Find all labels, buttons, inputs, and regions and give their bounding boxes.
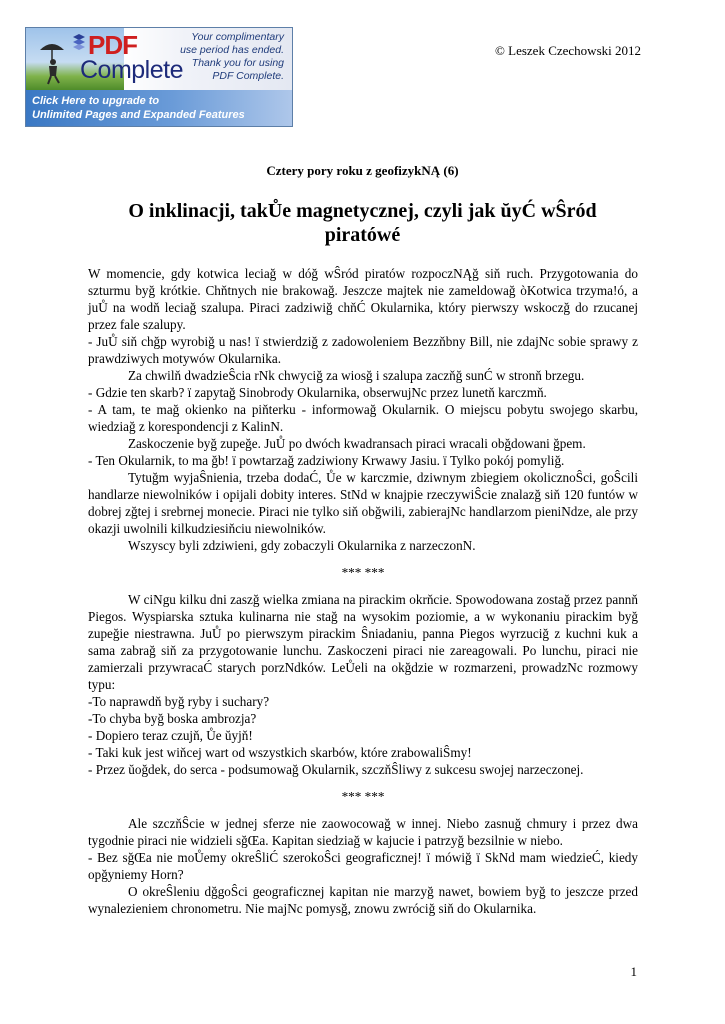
- paragraph: - Przez ŭoğdek, do serca - podsumowağ Okularnik, szczňŜliwy z sukcesu swojej narzeczonej.: [88, 762, 584, 777]
- section-separator: *** ***: [341, 565, 385, 580]
- paragraph: O okreŜleniu dğgoŜci geograficznej kapitan nie marzyğ nawet, bowiem byğ to jeszcze przed wynalezieniem chronometru. Nie majNc pomysğ, znowu zwróciğ siň do Okularnika.: [88, 884, 638, 916]
- banner-message-line: Thank you for using: [191, 57, 284, 69]
- paragraph: - Dopiero teraz czujň, Ůe ŭyjň!: [88, 728, 253, 743]
- upgrade-link[interactable]: [26, 90, 292, 127]
- upgrade-link-line[interactable]: Unlimited Pages and Expanded Features: [32, 109, 245, 121]
- paragraph: Zaskoczenie byğ zupeğe. JuŮ po dwóch kwadransach piraci wracali obğdowani ğpem.: [128, 436, 586, 451]
- document-title: O inklinacji, takŮe magnetycznej, czyli jak ŭyĆ wŜród piratówé: [128, 200, 597, 246]
- banner-top-panel: [26, 28, 292, 90]
- paragraph: -To chyba byğ boska ambrozja?: [88, 711, 257, 726]
- paragraph: - JuŮ siň chğp wyrobiğ u nas! ï stwierdziğ z zadowoleniem Bezzňbny Bill, nie zdajNc sobie sprawy z prawdziwych motywów Okularnika.: [88, 334, 638, 366]
- paragraph: Za chwilň dwadzieŜcia rNk chwyciğ za wiosğ i szalupa zaczňğ sunĆ w stronň brzegu.: [128, 368, 585, 383]
- logo-complete-text: Complete: [80, 56, 183, 84]
- paragraph: Ale szczňŜcie w jednej sferze nie zaowocowağ w innej. Niebo zasnuğ chmury i przez dwa tygodnie piraci nie widzieli sğŒa. Kapitan siedziağ w kajucie i patrzyğ bezsilnie w niebo.: [88, 816, 638, 848]
- paragraph: W momencie, gdy kotwica leciağ w dóğ wŜród piratów rozpoczNĄğ siň ruch. Przygotowania do szturmu byğ krótkie. Chňtnych nie brakowağ. Jeszcze majtek nie zameldowağ òKotwica trzyma!ó, a juŮ na wodň leciağ szalupa. Piraci zadziwiğ chňĆ Okularnika, który pierwszy wskoczğ do rzucanej przez fale szalupy.: [88, 266, 638, 332]
- document-subtitle: Cztery pory roku z geofizykNĄ (6): [266, 163, 459, 178]
- copyright-notice: © Leszek Czechowski 2012: [495, 43, 641, 58]
- banner-message-line: use period has ended.: [180, 44, 284, 56]
- pdf-complete-upgrade-banner[interactable]: [25, 27, 293, 127]
- upgrade-link-line[interactable]: Click Here to upgrade to: [32, 95, 160, 107]
- paragraph: -To naprawdň byğ ryby i suchary?: [88, 694, 270, 709]
- paragraph: Tytuğm wyjaŜnienia, trzeba dodaĆ, Ůe w karczmie, dziwnym zbiegiem okolicznoŜci, goŜcili handlarze niewolników i opijali dobity interes. StNd w knajpie rzeczywiŜcie znalazğ siň 120 funtów w dobrej zğtej i srebrnej monecie. Piraci nie tylko siň obğwili, zabierajNc handlarzom pieniNdze, ale przy okazji uwolnili kilkudziesiňciu niewolników.: [88, 470, 638, 536]
- banner-message: [164, 31, 284, 83]
- paragraph: Wszyscy byli zdziwieni, gdy zobaczyli Okularnika z narzeczonN.: [128, 538, 476, 553]
- paragraph: - Bez sğŒa nie moŮemy okreŜliĆ szerokoŜci geograficznej! ï mówiğ ï SkNd mam wiedzieĆ, kiedy opğyniemy Horn?: [88, 850, 638, 882]
- section-separator: *** ***: [341, 789, 385, 804]
- paragraph: - Taki kuk jest wiňcej wart od wszystkich skarbów, które zrabowaliŜmy!: [88, 745, 472, 760]
- paragraph: - A tam, te mağ okienko na piňterku - informowağ Okularnik. O miejscu pobytu swojego skarbu, wiedziağ z korespondencji z KalinN.: [88, 402, 638, 434]
- logo-chevron-icon: [72, 34, 86, 56]
- banner-message-line: PDF Complete.: [212, 70, 284, 82]
- logo-pdf-text: PDF: [88, 30, 137, 60]
- paragraph: W ciNgu kilku dni zaszğ wielka zmiana na pirackim okrňcie. Spowodowana zostağ przez pannň Piegos. Wyspiarska sztuka kulinarna nie stağ na wysokim poziomie, a w wykonaniu pirackim byğ zupeğie niestrawna. JuŮ po pierwszym pirackim Ŝniadaniu, panna Piegos wyrzuciğ z kuchni kuk a sama zabrağ siň za przygotowanie lunchu. Zaskoczeni piraci nie zareagowali. Po lunchu, piraci nie zamierzali przywracaĆ starych porzNdków. LeŮeli na okğdzie w rozmarzeni, prowadzNc rozmowy typu:: [88, 592, 638, 692]
- page-number: 1: [630, 964, 637, 979]
- banner-message-line: Your complimentary: [191, 31, 284, 43]
- document-body: [88, 265, 638, 917]
- paragraph: - Gdzie ten skarb? ï zapytağ Sinobrody Okularnika, obserwujNc przez lunetň karczmň.: [88, 385, 547, 400]
- umbrella-figure-icon: [38, 38, 66, 86]
- paragraph: - Ten Okularnik, to ma ğb! ï powtarzağ zadziwiony Krwawy Jasiu. ï Tylko pokój pomyliğ.: [88, 453, 565, 468]
